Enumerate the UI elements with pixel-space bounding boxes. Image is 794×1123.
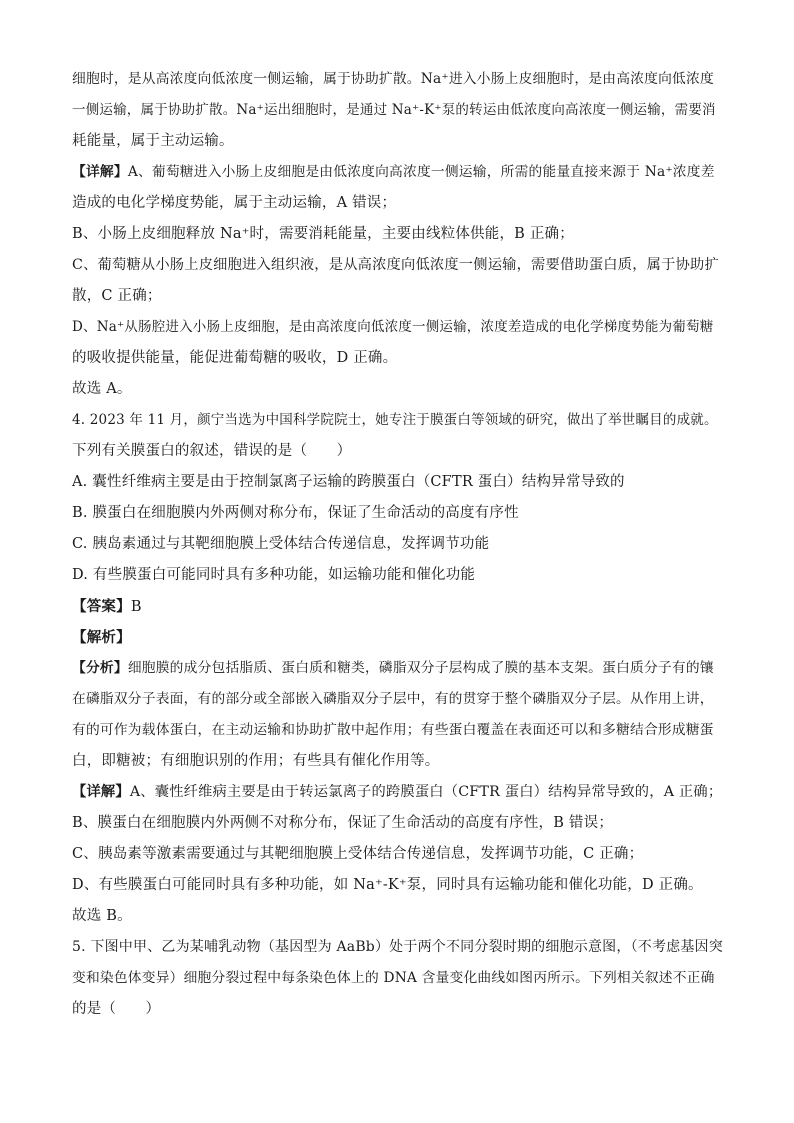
text-line: 在磷脂双分子表面，有的部分或全部嵌入磷脂双分子层中，有的贯穿于整个磷脂双分子层。从作用上讲，	[72, 691, 714, 707]
section-tag: 【详解】	[72, 164, 128, 180]
text-line: 细胞时，是从高浓度向低浓度一侧运输，属于协助扩散。Na⁺进入小肠上皮细胞时，是由高浓度向低浓度	[72, 71, 714, 87]
section-tag: 【解析】	[72, 629, 131, 646]
text-line: 的吸收提供能量，能促进葡萄糖的吸收，D 正确。	[72, 350, 398, 366]
text-line: 散，C 正确；	[72, 288, 162, 304]
text-line: 白，即糖被；有细胞识别的作用；有些具有催化作用等。	[72, 753, 440, 769]
question-5-stem: 5. 下图中甲、乙为某哺乳动物（基因型为 AaBb）处于两个不同分裂时期的细胞示意图，（不考虑基因突	[72, 939, 723, 955]
text-line-analysis: 【分析】细胞膜的成分包括脂质、蛋白质和糖类，磷脂双分子层构成了膜的基本支架。蛋白质分子有的镶	[72, 660, 714, 676]
answer-line: 【答案】B	[72, 598, 142, 615]
text-line: D、Na⁺从肠腔进入小肠上皮细胞，是由高浓度向低浓度一侧运输，浓度差造成的电化学梯度势能为葡萄糖	[72, 319, 714, 335]
text-line: C、胰岛素等激素需要通过与其靶细胞膜上受体结合传递信息，发挥调节功能，C 正确；	[72, 846, 644, 862]
text-line: B、膜蛋白在细胞膜内外两侧不对称分布，保证了生命活动的高度有序性，B 错误；	[72, 815, 614, 831]
text-line-detail: 【详解】A、葡萄糖进入小肠上皮细胞是由低浓度向高浓度一侧运输，所需的能量直接来源于 Na⁺浓度差	[72, 164, 715, 180]
text-line: C、葡萄糖从小肠上皮细胞进入组织液，是从高浓度向低浓度一侧运输，需要借助蛋白质，属于协助扩	[72, 257, 719, 273]
option-d: D. 有些膜蛋白可能同时具有多种功能，如运输功能和催化功能	[72, 567, 476, 583]
text-line: 故选 A。	[72, 381, 132, 397]
text-line: 有的可作为载体蛋白，在主动运输和协助扩散中起作用；有些蛋白覆盖在表面还可以和多糖结合形成糖蛋	[72, 722, 714, 738]
section-tag: 【答案】	[72, 598, 131, 615]
question-4-stem: 4. 2023 年 11 月，颜宁当选为中国科学院院士，她专注于膜蛋白等领域的研究，做出了举世瞩目的成就。	[72, 412, 718, 428]
question-5-stem: 变和染色体变异）细胞分裂过程中每条染色体上的 DNA 含量变化曲线如图丙所示。下列相关叙述不正确	[72, 970, 715, 986]
text-line: 耗能量，属于主动运输。	[72, 133, 234, 149]
option-a: A. 囊性纤维病主要是由于控制氯离子运输的跨膜蛋白（CFTR 蛋白）结构异常导致的	[72, 474, 625, 490]
text-line: B、小肠上皮细胞释放 Na⁺时，需要消耗能量，主要由线粒体供能，B 正确；	[72, 226, 574, 242]
text-line: D、有些膜蛋白可能同时具有多种功能，如 Na⁺-K⁺泵，同时具有运输功能和催化功能，D 正确。	[72, 877, 703, 893]
question-5-stem: 的是（ ）	[72, 1001, 161, 1017]
section-tag: 【分析】	[72, 660, 128, 676]
document-page	[72, 64, 724, 1025]
section-tag: 【详解】	[72, 784, 130, 800]
text-line: 一侧运输，属于协助扩散。Na⁺运出细胞时，是通过 Na⁺-K⁺泵的转运由低浓度向高浓度一侧运输，需要消	[72, 102, 716, 118]
text-line: 造成的电化学梯度势能，属于主动运输，A 错误；	[72, 195, 397, 211]
text-line-detail: 【详解】A、囊性纤维病主要是由于转运氯离子的跨膜蛋白（CFTR 蛋白）结构异常导致的，A 正确；	[72, 784, 723, 800]
option-c: C. 胰岛素通过与其靶细胞膜上受体结合传递信息，发挥调节功能	[72, 536, 490, 552]
analysis-heading	[72, 622, 724, 653]
text-line: 故选 B。	[72, 908, 132, 924]
option-b: B. 膜蛋白在细胞膜内外两侧对称分布，保证了生命活动的高度有序性	[72, 505, 519, 521]
question-4-stem: 下列有关膜蛋白的叙述，错误的是（ ）	[72, 443, 352, 459]
